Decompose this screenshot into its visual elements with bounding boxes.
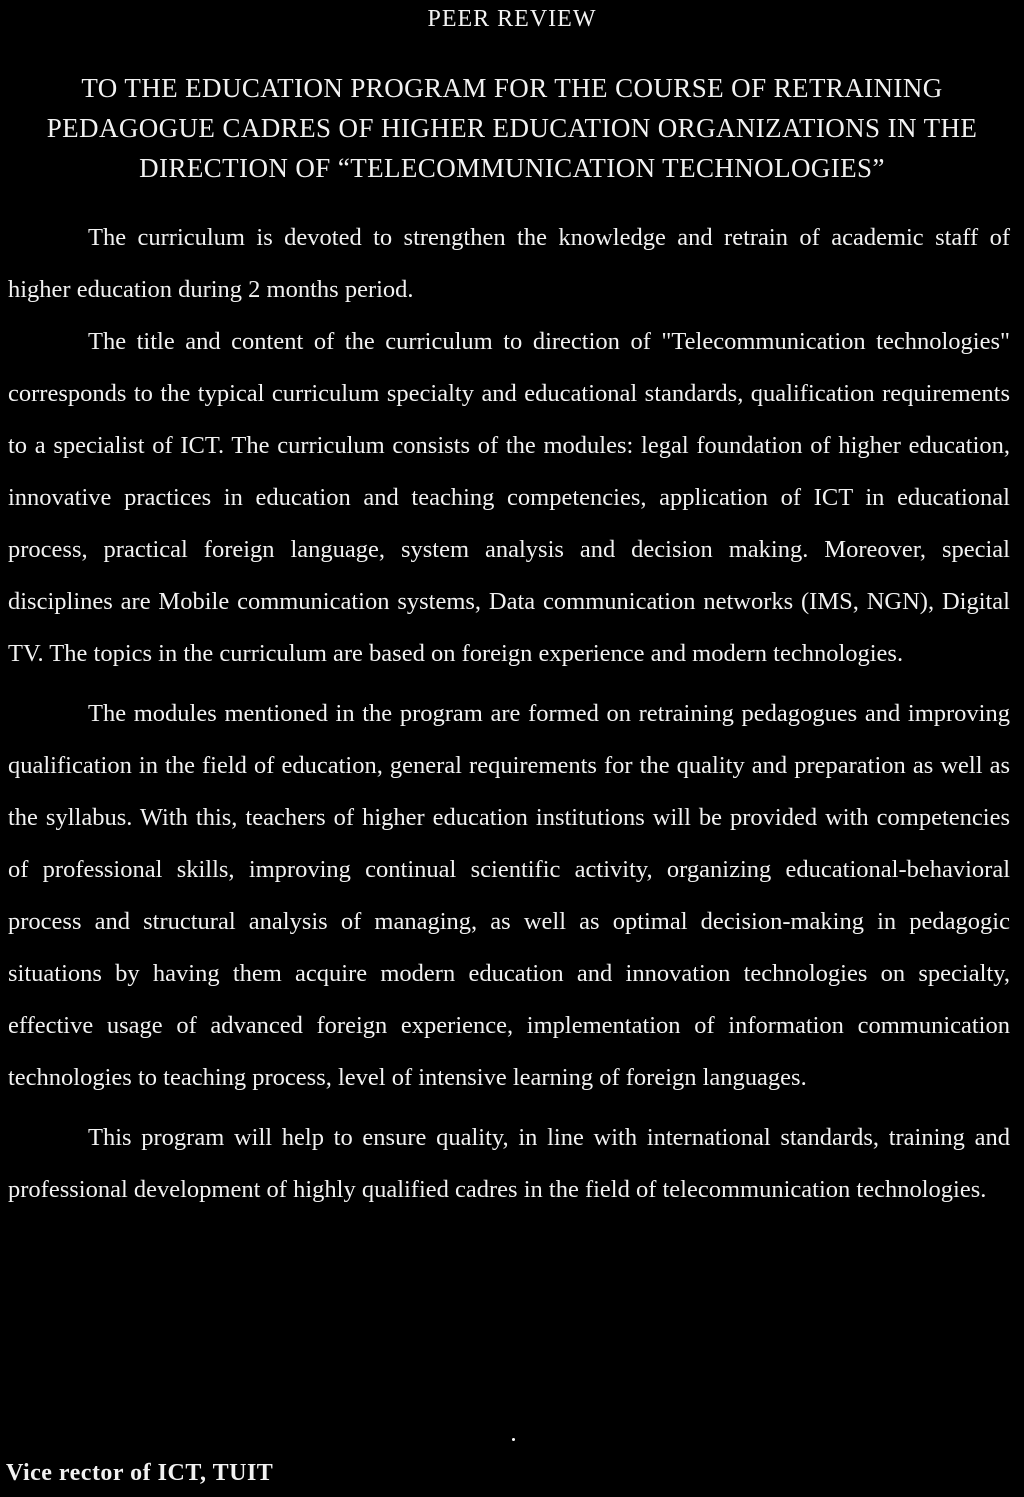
document-body bbox=[8, 212, 1016, 1216]
paragraph-4: This program will help to ensure quality, in line with international standards, training and professional development of highly qualified cadres in the field of telecommunication technologies. bbox=[8, 1124, 1010, 1203]
paragraph-2: The title and content of the curriculum to direction of "Telecommunication technologies" corresponds to the typical curriculum specialty and educational standards, qualification requirements to a specialist of ICT. The curriculum consists of the modules: legal foundation of higher education, innovative practices in education and teaching competencies, application of ICT in educational process, practical foreign language, system analysis and decision making. Moreover, special disciplines are Mobile communication systems, Data communication networks (IMS, NGN), Digital TV. The topics in the curriculum are based on foreign experience and modern technologies. bbox=[8, 328, 1010, 667]
paragraph-1: The curriculum is devoted to strengthen the knowledge and retrain of academic staff of higher education during 2 months period. bbox=[8, 224, 1010, 303]
paragraph-3: The modules mentioned in the program are formed on retraining pedagogues and improving qualification in the field of education, general requirements for the quality and preparation as well as the syllabus. With this, teachers of higher education institutions will be provided with competencies of professional skills, improving continual scientific activity, organizing educational-behavioral process and structural analysis of managing, as well as optimal decision-making in pedagogic situations by having them acquire modern education and innovation technologies on specialty, effective usage of advanced foreign experience, implementation of information communication technologies to teaching process, level of intensive learning of foreign languages. bbox=[8, 700, 1010, 1091]
document-title: TO THE EDUCATION PROGRAM FOR THE COURSE OF RETRAINING PEDAGOGUE CADRES OF HIGHER EDUCATION ORGANIZATIONS IN THE DIRECTION OF “TELECOMMUNICATION TECHNOLOGIES” bbox=[46, 73, 978, 183]
document-header: PEER REVIEW bbox=[427, 6, 597, 32]
signature-line: Vice rector of ICT, TUIT bbox=[6, 1460, 274, 1486]
scan-speck bbox=[512, 1438, 515, 1441]
